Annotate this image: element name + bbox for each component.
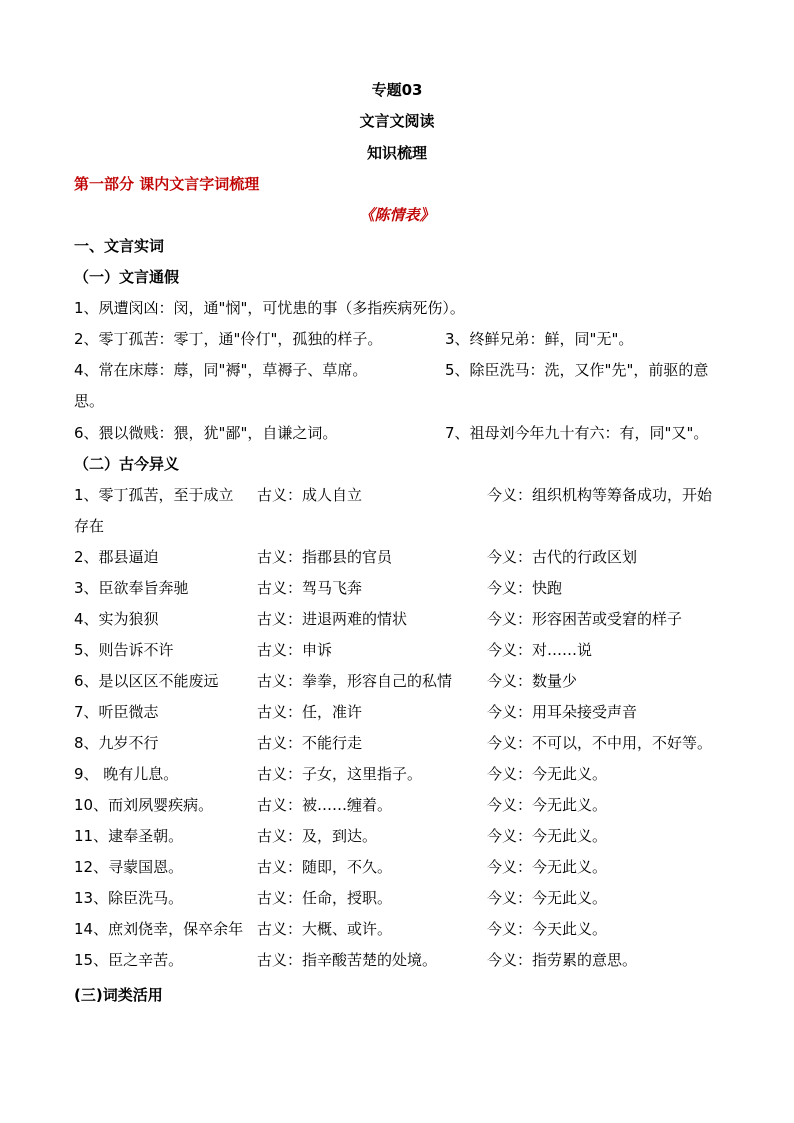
modern-meaning-cell: 今义：古代的行政区划	[487, 548, 638, 566]
ancient-meaning-cell: 古义：任，准许	[257, 703, 363, 721]
table-row	[74, 888, 734, 908]
word-cell: 8、九岁不行	[74, 734, 159, 752]
ancient-meaning-cell: 古义：大概、或许。	[257, 920, 393, 938]
ancient-meaning-cell: 古义：指郡县的官员	[257, 548, 393, 566]
modern-meaning-cell: 今义：今无此义。	[487, 858, 608, 876]
modern-meaning-cell: 今义：对……说	[487, 641, 593, 659]
word-cell: 9、 晚有儿息。	[74, 765, 179, 783]
ancient-meaning-cell: 古义：任命，授职。	[257, 889, 393, 907]
table-row	[74, 702, 734, 722]
table-row	[74, 826, 734, 846]
modern-meaning-cell: 今义：数量少	[487, 672, 578, 690]
section-heading: 一、文言实词	[74, 237, 165, 255]
word-cell: 3、臣欲奉旨奔驰	[74, 579, 189, 597]
modern-meaning-cell: 今义：今无此义。	[487, 765, 608, 783]
part-title: 第一部分 课内文言字词梳理	[74, 175, 260, 193]
modern-meaning-cell: 今义：今无此义。	[487, 889, 608, 907]
word-cell: 12、寻蒙国恩。	[74, 858, 184, 876]
ancient-meaning-cell: 古义：拳拳，形容自己的私情	[257, 672, 453, 690]
table-row	[74, 919, 734, 939]
tongjia-item: 7、祖母刘今年九十有六：有，同"又"。	[445, 424, 709, 442]
word-cell: 15、臣之辛苦。	[74, 951, 184, 969]
word-cell: 10、而刘夙婴疾病。	[74, 796, 214, 814]
modern-meaning-cell: 今义：不可以，不中用，不好等。	[487, 734, 713, 752]
tongjia-item: 2、零丁孤苦：零丁，通"伶仃"，孤独的样子。	[74, 330, 383, 348]
ancient-meaning-cell: 古义：指辛酸苦楚的处境。	[257, 951, 438, 969]
word-cell: 7、听臣微志	[74, 703, 159, 721]
word-cell: 6、是以区区不能废远	[74, 672, 219, 690]
modern-meaning-cell: 今义：快跑	[487, 579, 563, 597]
word-cell: 4、实为狼狈	[74, 610, 159, 628]
subsection-heading-gujin: （二）古今异义	[74, 455, 180, 473]
ancient-meaning-cell: 古义：成人自立	[257, 486, 363, 504]
table-row	[74, 764, 734, 784]
modern-meaning-cell: 今义：用耳朵接受声音	[487, 703, 638, 721]
table-row	[74, 950, 734, 970]
subsection-heading-huoyong: (三)词类活用	[74, 986, 163, 1004]
tongjia-item: 6、猥以微贱：猥，犹"鄙"，自谦之词。	[74, 424, 338, 442]
word-cell: 11、逮奉圣朝。	[74, 827, 184, 845]
table-row	[74, 857, 734, 877]
word-cell: 1、零丁孤苦，至于成立	[74, 486, 234, 504]
ancient-meaning-cell: 古义：驾马飞奔	[257, 579, 363, 597]
table-row	[74, 485, 734, 505]
table-row	[74, 795, 734, 815]
modern-meaning-cell: 今义：今天此义。	[487, 920, 608, 938]
tongjia-item: 3、终鲜兄弟：鲜，同"无"。	[445, 330, 634, 348]
document-title: 文言文阅读	[359, 112, 435, 130]
ancient-meaning-cell: 古义：子女，这里指子。	[257, 765, 423, 783]
table-row	[74, 547, 734, 567]
tongjia-item: 1、夙遭闵凶：闵，通"悯"，可忧患的事（多指疾病死伤）。	[74, 299, 465, 317]
ancient-meaning-cell: 古义：进退两难的情状	[257, 610, 408, 628]
table-row	[74, 609, 734, 629]
topic-number: 专题03	[371, 81, 423, 99]
word-cell: 5、则告诉不许	[74, 641, 174, 659]
ancient-meaning-cell: 古义：被……缠着。	[257, 796, 393, 814]
modern-meaning-cell: 今义：今无此义。	[487, 796, 608, 814]
word-cell: 14、庶刘侥幸，保卒余年	[74, 920, 244, 938]
ancient-meaning-cell: 古义：申诉	[257, 641, 333, 659]
word-cell: 2、郡县逼迫	[74, 548, 159, 566]
document-subtitle: 知识梳理	[366, 144, 427, 162]
ancient-meaning-cell: 古义：不能行走	[257, 734, 363, 752]
tongjia-item: 4、常在床蓐：蓐，同"褥"，草褥子、草席。	[74, 361, 368, 379]
word-cell-continuation: 存在	[74, 517, 105, 535]
modern-meaning-cell: 今义：指劳累的意思。	[487, 951, 638, 969]
table-row	[74, 578, 734, 598]
modern-meaning-cell: 今义：组织机构等筹备成功，开始	[487, 486, 713, 504]
table-row	[74, 733, 734, 753]
tongjia-item-continuation: 思。	[74, 392, 105, 410]
table-row	[74, 671, 734, 691]
table-row	[74, 516, 734, 536]
subsection-heading-tongjia: （一）文言通假	[74, 268, 180, 286]
ancient-meaning-cell: 古义：及，到达。	[257, 827, 378, 845]
table-row	[74, 640, 734, 660]
modern-meaning-cell: 今义：形容困苦或受窘的样子	[487, 610, 683, 628]
modern-meaning-cell: 今义：今无此义。	[487, 827, 608, 845]
ancient-meaning-cell: 古义：随即，不久。	[257, 858, 393, 876]
word-cell: 13、除臣洗马。	[74, 889, 184, 907]
text-title: 《陈情表》	[359, 206, 435, 224]
tongjia-item: 5、除臣洗马：洗，又作"先"，前驱的意	[445, 361, 709, 379]
